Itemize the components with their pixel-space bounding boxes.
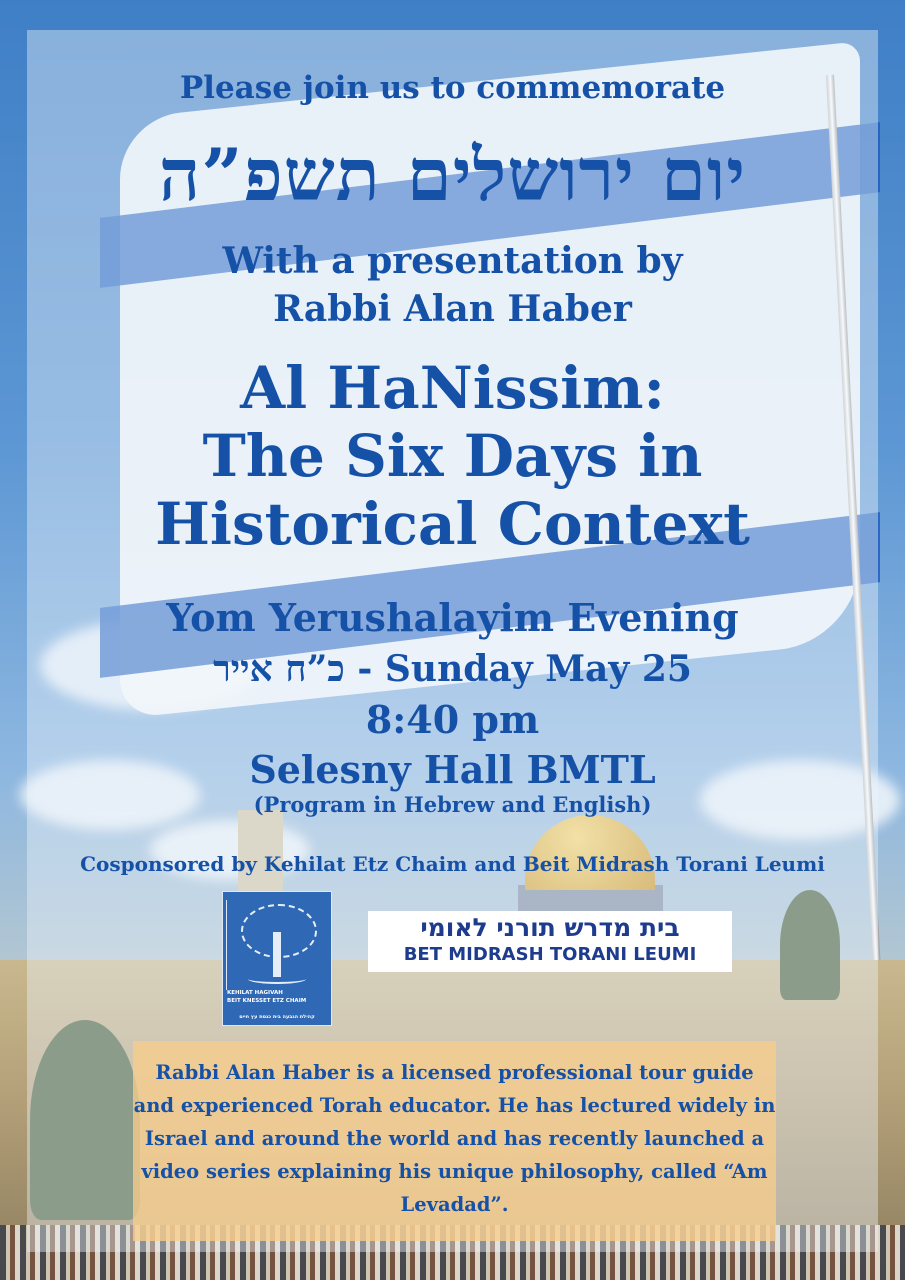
bmtl-logo-english: BET MIDRASH TORANI LEUMI <box>403 944 697 965</box>
event-name: Yom Yerushalayim Evening <box>166 595 739 640</box>
etz-chaim-logo <box>222 891 332 1026</box>
speaker-bio: Rabbi Alan Haber is a licensed professional tour guide and experienced Torah educator. He has lectured widely in Israel and around the world and has recently launched a video series explaining his unique philosophy, called “Am Levadad”. <box>133 1061 776 1216</box>
event-time: 8:40 pm <box>365 697 540 742</box>
language-note: (Program in Hebrew and English) <box>253 792 652 817</box>
talk-title-line: Historical Context <box>155 490 750 558</box>
intro-line: Please join us to commemorate <box>179 70 726 106</box>
logo-line: KEHILAT HAGIVAH <box>227 990 283 996</box>
logo-line: BEIT KNESSET ETZ CHAIM <box>227 998 307 1004</box>
event-date: כ”ח אייר - Sunday May 25 <box>213 648 692 690</box>
hebrew-title: יום ירושלים תשפ”ה <box>158 132 747 217</box>
bmtl-logo-hebrew: בית מדרש תורני לאומי <box>420 913 680 942</box>
speaker-name: Rabbi Alan Haber <box>273 288 632 330</box>
bmtl-logo <box>368 911 732 972</box>
speaker-bio-box <box>133 1041 776 1241</box>
talk-title-line: The Six Days in <box>202 422 703 490</box>
presentation-line: With a presentation by <box>222 240 683 282</box>
event-venue: Selesny Hall BMTL <box>249 747 656 792</box>
cosponsors-line: Cosponsored by Kehilat Etz Chaim and Beit Midrash Torani Leumi <box>80 852 825 876</box>
logo-side-text <box>226 900 233 990</box>
tree-roots-icon <box>248 974 306 984</box>
logo-line: קהילת הגבעה בית כנסת עץ חיים <box>239 1014 315 1020</box>
tree-trunk-icon <box>273 932 281 977</box>
talk-title-line: Al HaNissim: <box>240 354 665 422</box>
